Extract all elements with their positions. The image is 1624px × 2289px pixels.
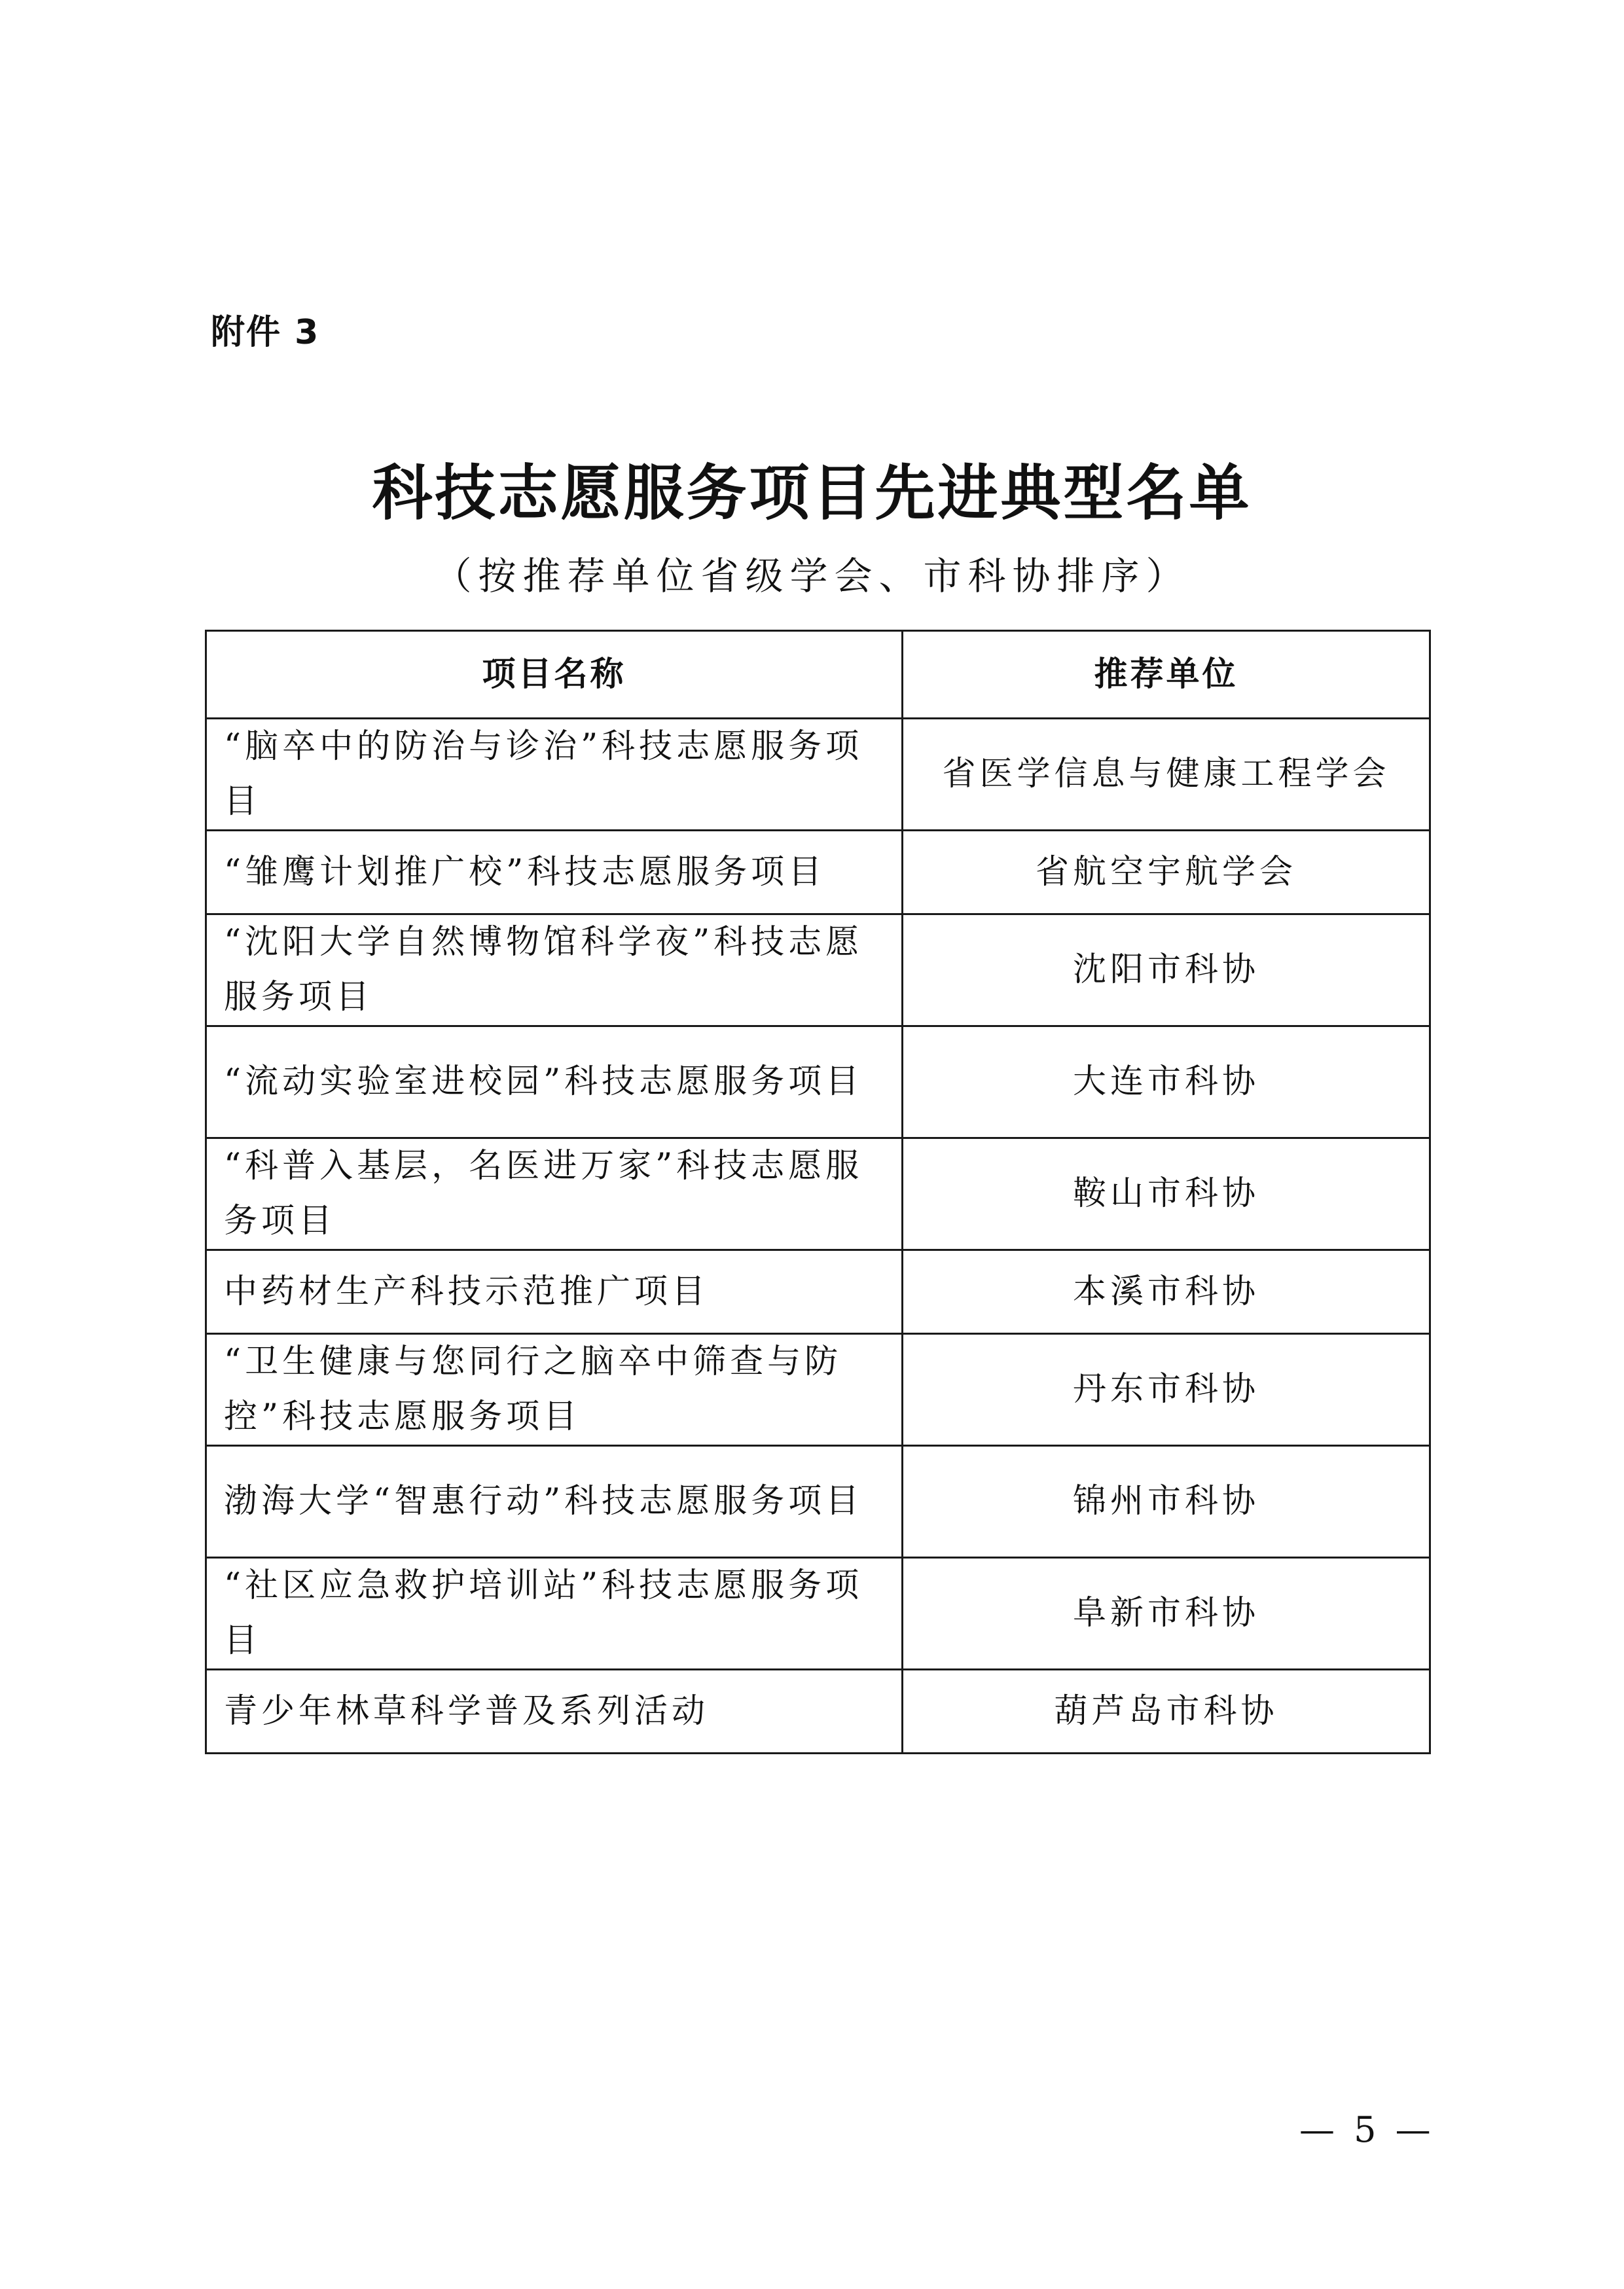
recommending-unit-cell: 省航空宇航学会: [903, 831, 1430, 914]
project-name-cell: “科普入基层，名医进万家”科技志愿服务项目: [206, 1138, 903, 1250]
recommending-unit-cell: 沈阳市科协: [903, 914, 1430, 1026]
header-project-name: 项目名称: [206, 631, 903, 719]
table-row: [206, 1670, 1430, 1754]
project-name-cell: “卫生健康与您同行之脑卒中筛查与防控”科技志愿服务项目: [206, 1334, 903, 1446]
recommending-unit-cell: 锦州市科协: [903, 1446, 1430, 1558]
table-row: [206, 914, 1430, 1026]
project-name-cell: “脑卒中的防治与诊治”科技志愿服务项目: [206, 719, 903, 831]
project-name-cell: 青少年林草科学普及系列活动: [206, 1670, 903, 1754]
page-number: — 5 —: [1299, 2109, 1435, 2150]
project-name-cell: “雏鹰计划推广校”科技志愿服务项目: [206, 831, 903, 914]
recommending-unit-cell: 葫芦岛市科协: [903, 1670, 1430, 1754]
project-name-cell: “流动实验室进校园”科技志愿服务项目: [206, 1026, 903, 1138]
table-row: [206, 1138, 1430, 1250]
attachment-label: 附件 3: [211, 313, 320, 352]
document-title: 科技志愿服务项目先进典型名单: [372, 458, 1252, 528]
document-subtitle: （按推荐单位省级学会、市科协排序）: [433, 554, 1191, 598]
recommending-unit-cell: 鞍山市科协: [903, 1138, 1430, 1250]
recommending-unit-cell: 省医学信息与健康工程学会: [903, 719, 1430, 831]
table-row: [206, 1250, 1430, 1334]
recommending-unit-cell: 大连市科协: [903, 1026, 1430, 1138]
table-header-row: [206, 631, 1430, 719]
project-name-cell: “社区应急救护培训站”科技志愿服务项目: [206, 1558, 903, 1670]
table-row: [206, 831, 1430, 914]
project-name-cell: 渤海大学“智惠行动”科技志愿服务项目: [206, 1446, 903, 1558]
table-row: [206, 1334, 1430, 1446]
recommending-unit-cell: 丹东市科协: [903, 1334, 1430, 1446]
project-name-cell: “沈阳大学自然博物馆科学夜”科技志愿服务项目: [206, 914, 903, 1026]
project-table: [205, 630, 1431, 1754]
recommending-unit-cell: 阜新市科协: [903, 1558, 1430, 1670]
table-row: [206, 719, 1430, 831]
table-row: [206, 1026, 1430, 1138]
header-recommending-unit: 推荐单位: [903, 631, 1430, 719]
table-row: [206, 1558, 1430, 1670]
table-row: [206, 1446, 1430, 1558]
recommending-unit-cell: 本溪市科协: [903, 1250, 1430, 1334]
project-name-cell: 中药材生产科技示范推广项目: [206, 1250, 903, 1334]
